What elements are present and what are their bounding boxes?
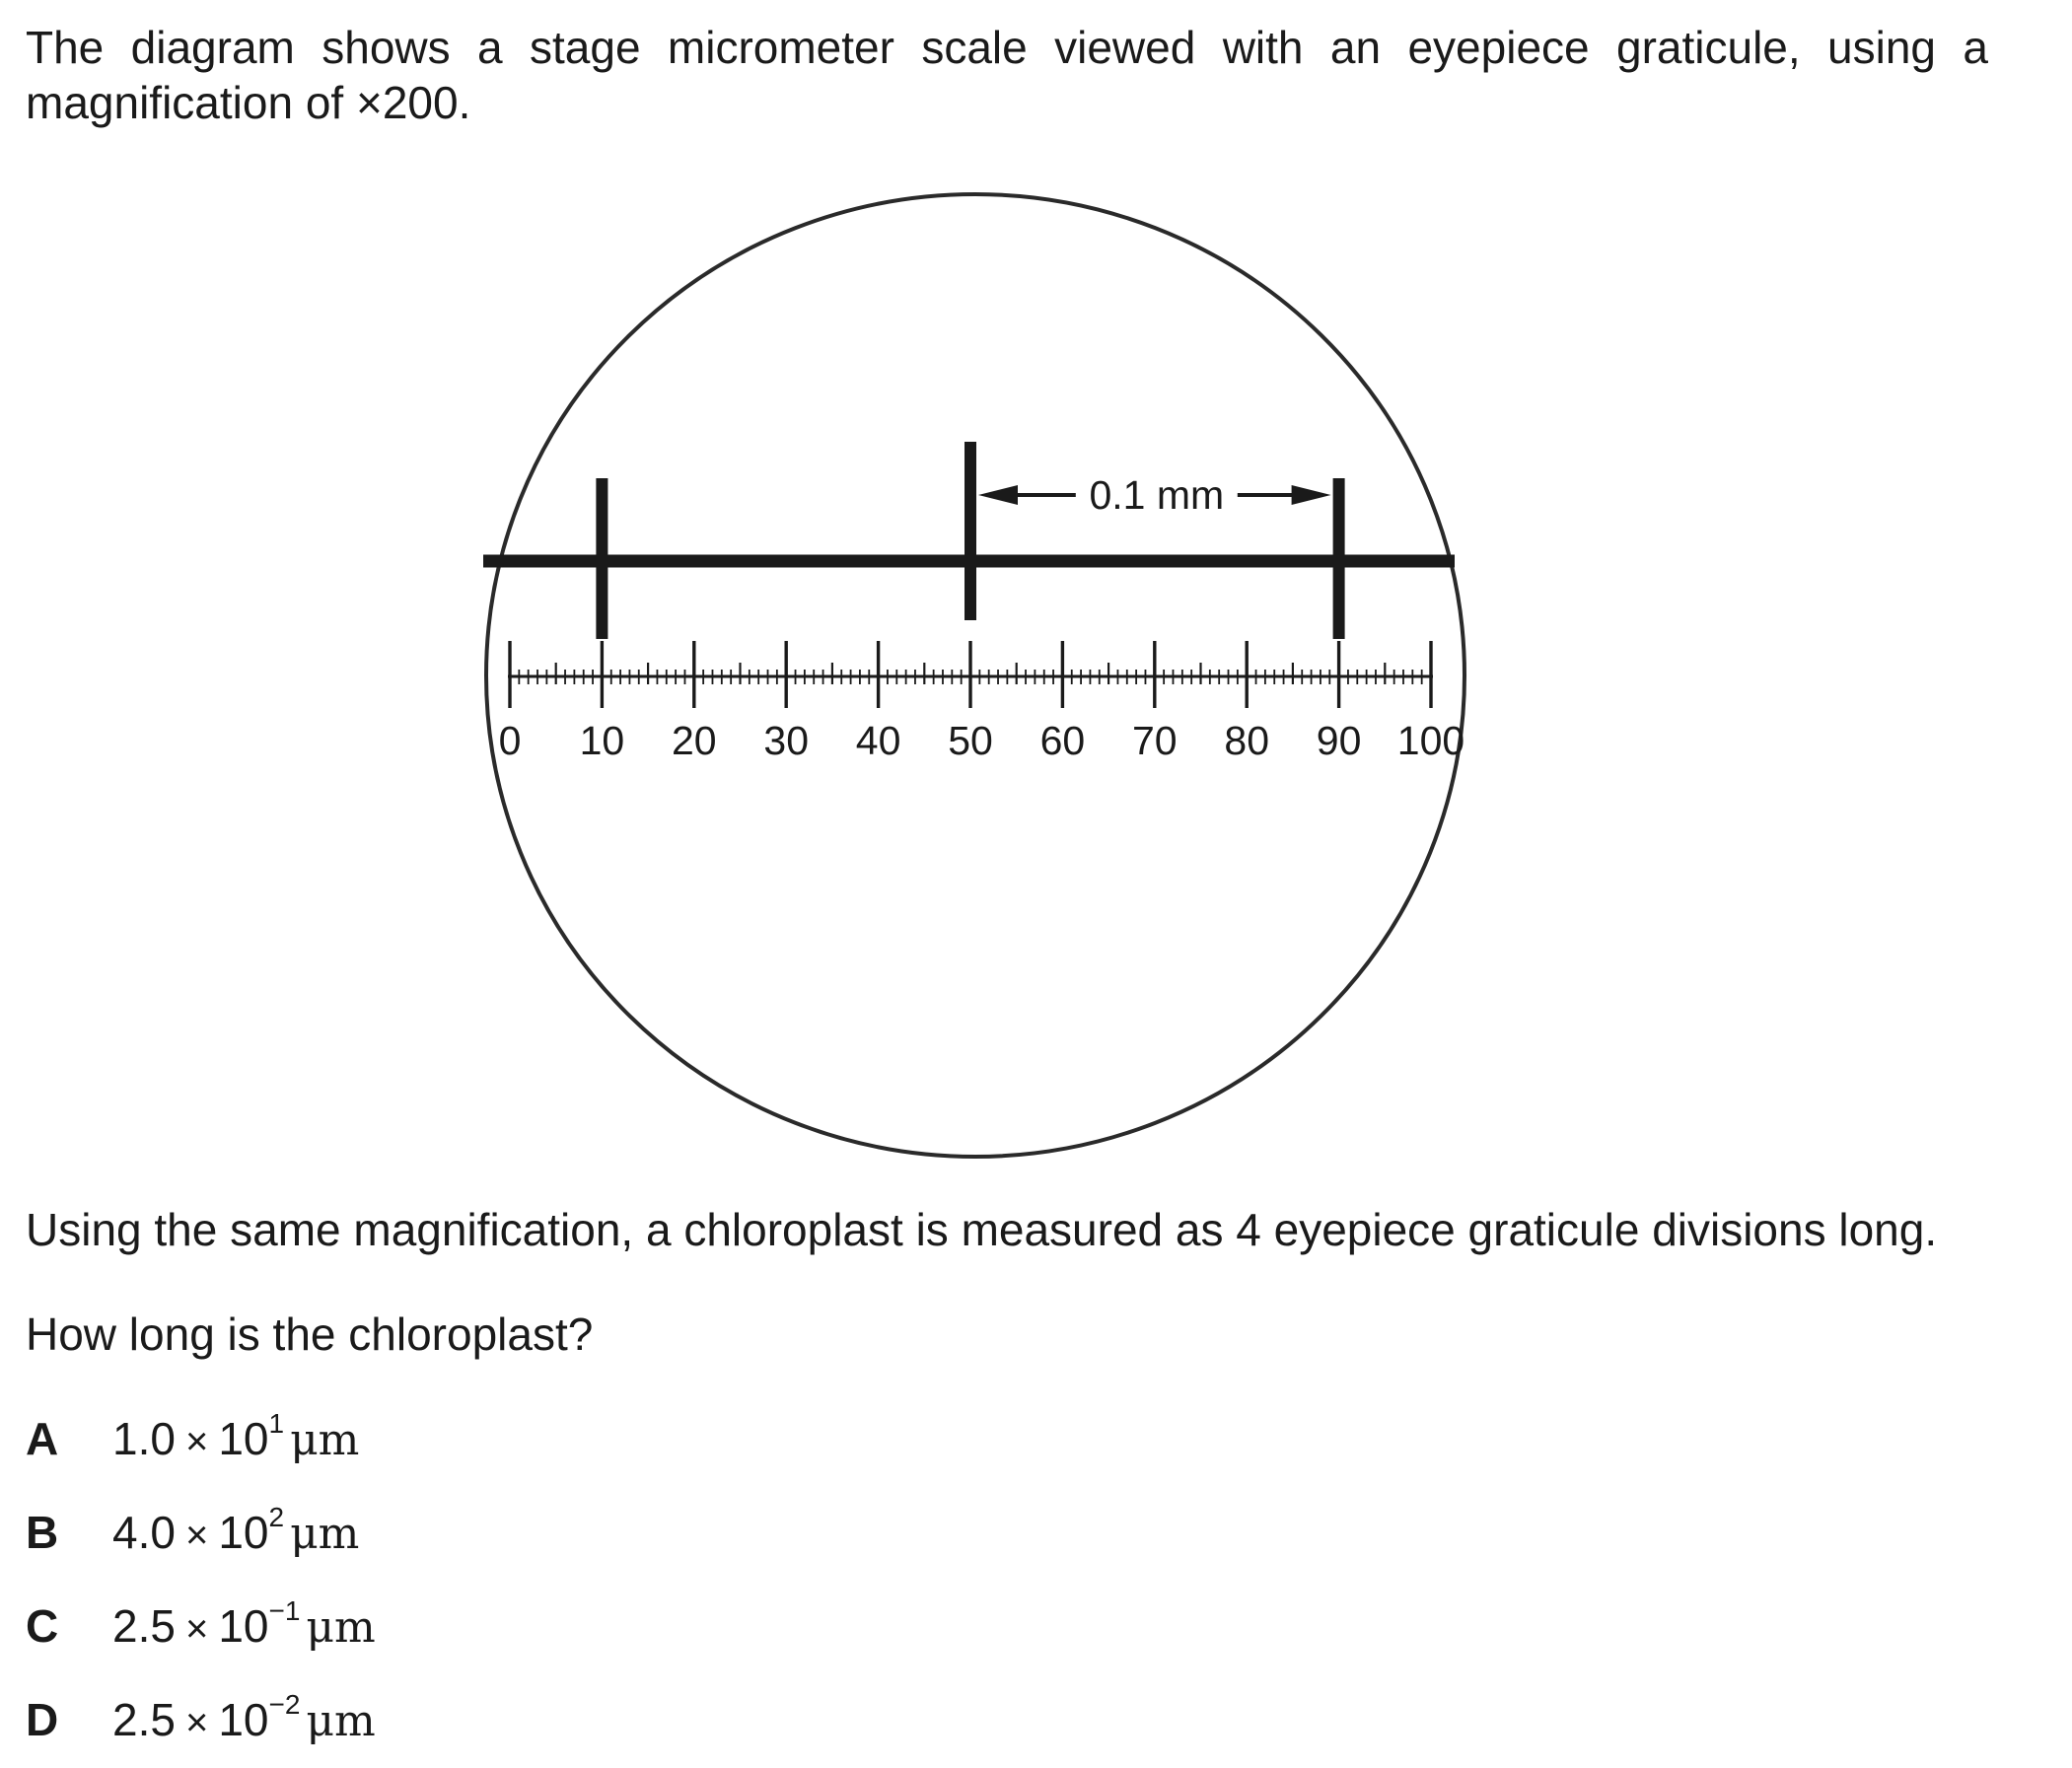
scale-label: 40 xyxy=(855,718,901,763)
option-letter: C xyxy=(26,1600,59,1652)
option-letter: D xyxy=(26,1694,59,1745)
option-letter: A xyxy=(26,1413,59,1464)
question-text: Using the same magnification, a chloroplast is measured as 4 eyepiece graticule divisions long. xyxy=(26,1204,1938,1255)
intro-line-2: magnification of ×200. xyxy=(26,77,471,128)
scale-label: 0 xyxy=(498,718,522,763)
scale-labels xyxy=(499,718,1465,763)
option-value: $2.5 \times 10^{-2}$ μm xyxy=(112,1688,376,1746)
scale-label: 60 xyxy=(1039,718,1086,763)
scale-label: 20 xyxy=(671,718,717,763)
scale-label: 30 xyxy=(763,718,810,763)
scale-label: 90 xyxy=(1316,718,1362,763)
option-value: $1.0 \times 10^1$ μm xyxy=(112,1407,360,1465)
measurement-annotation xyxy=(978,472,1331,518)
question-prompt: How long is the chloroplast? xyxy=(26,1308,594,1360)
eyepiece-graticule xyxy=(508,641,1433,708)
option-letter: B xyxy=(26,1507,59,1558)
scale-label: 50 xyxy=(948,718,993,763)
scale-label: 10 xyxy=(579,718,625,763)
arrow-head-right xyxy=(1292,485,1331,505)
scale-label: 70 xyxy=(1131,718,1178,763)
stage-micrometer xyxy=(483,442,1455,639)
option-value: $4.0 \times 10^2$ μm xyxy=(112,1501,360,1559)
arrow-head-left xyxy=(978,485,1018,505)
intro-line-1: The diagram shows a stage micrometer scale viewed with an eyepiece graticule, using a xyxy=(26,22,1988,73)
measurement-label: 0.1 mm xyxy=(1089,472,1225,518)
scale-label: 100 xyxy=(1396,718,1465,763)
scale-label: 80 xyxy=(1224,718,1270,763)
option-value: $2.5 \times 10^{-1}$ μm xyxy=(112,1594,376,1653)
